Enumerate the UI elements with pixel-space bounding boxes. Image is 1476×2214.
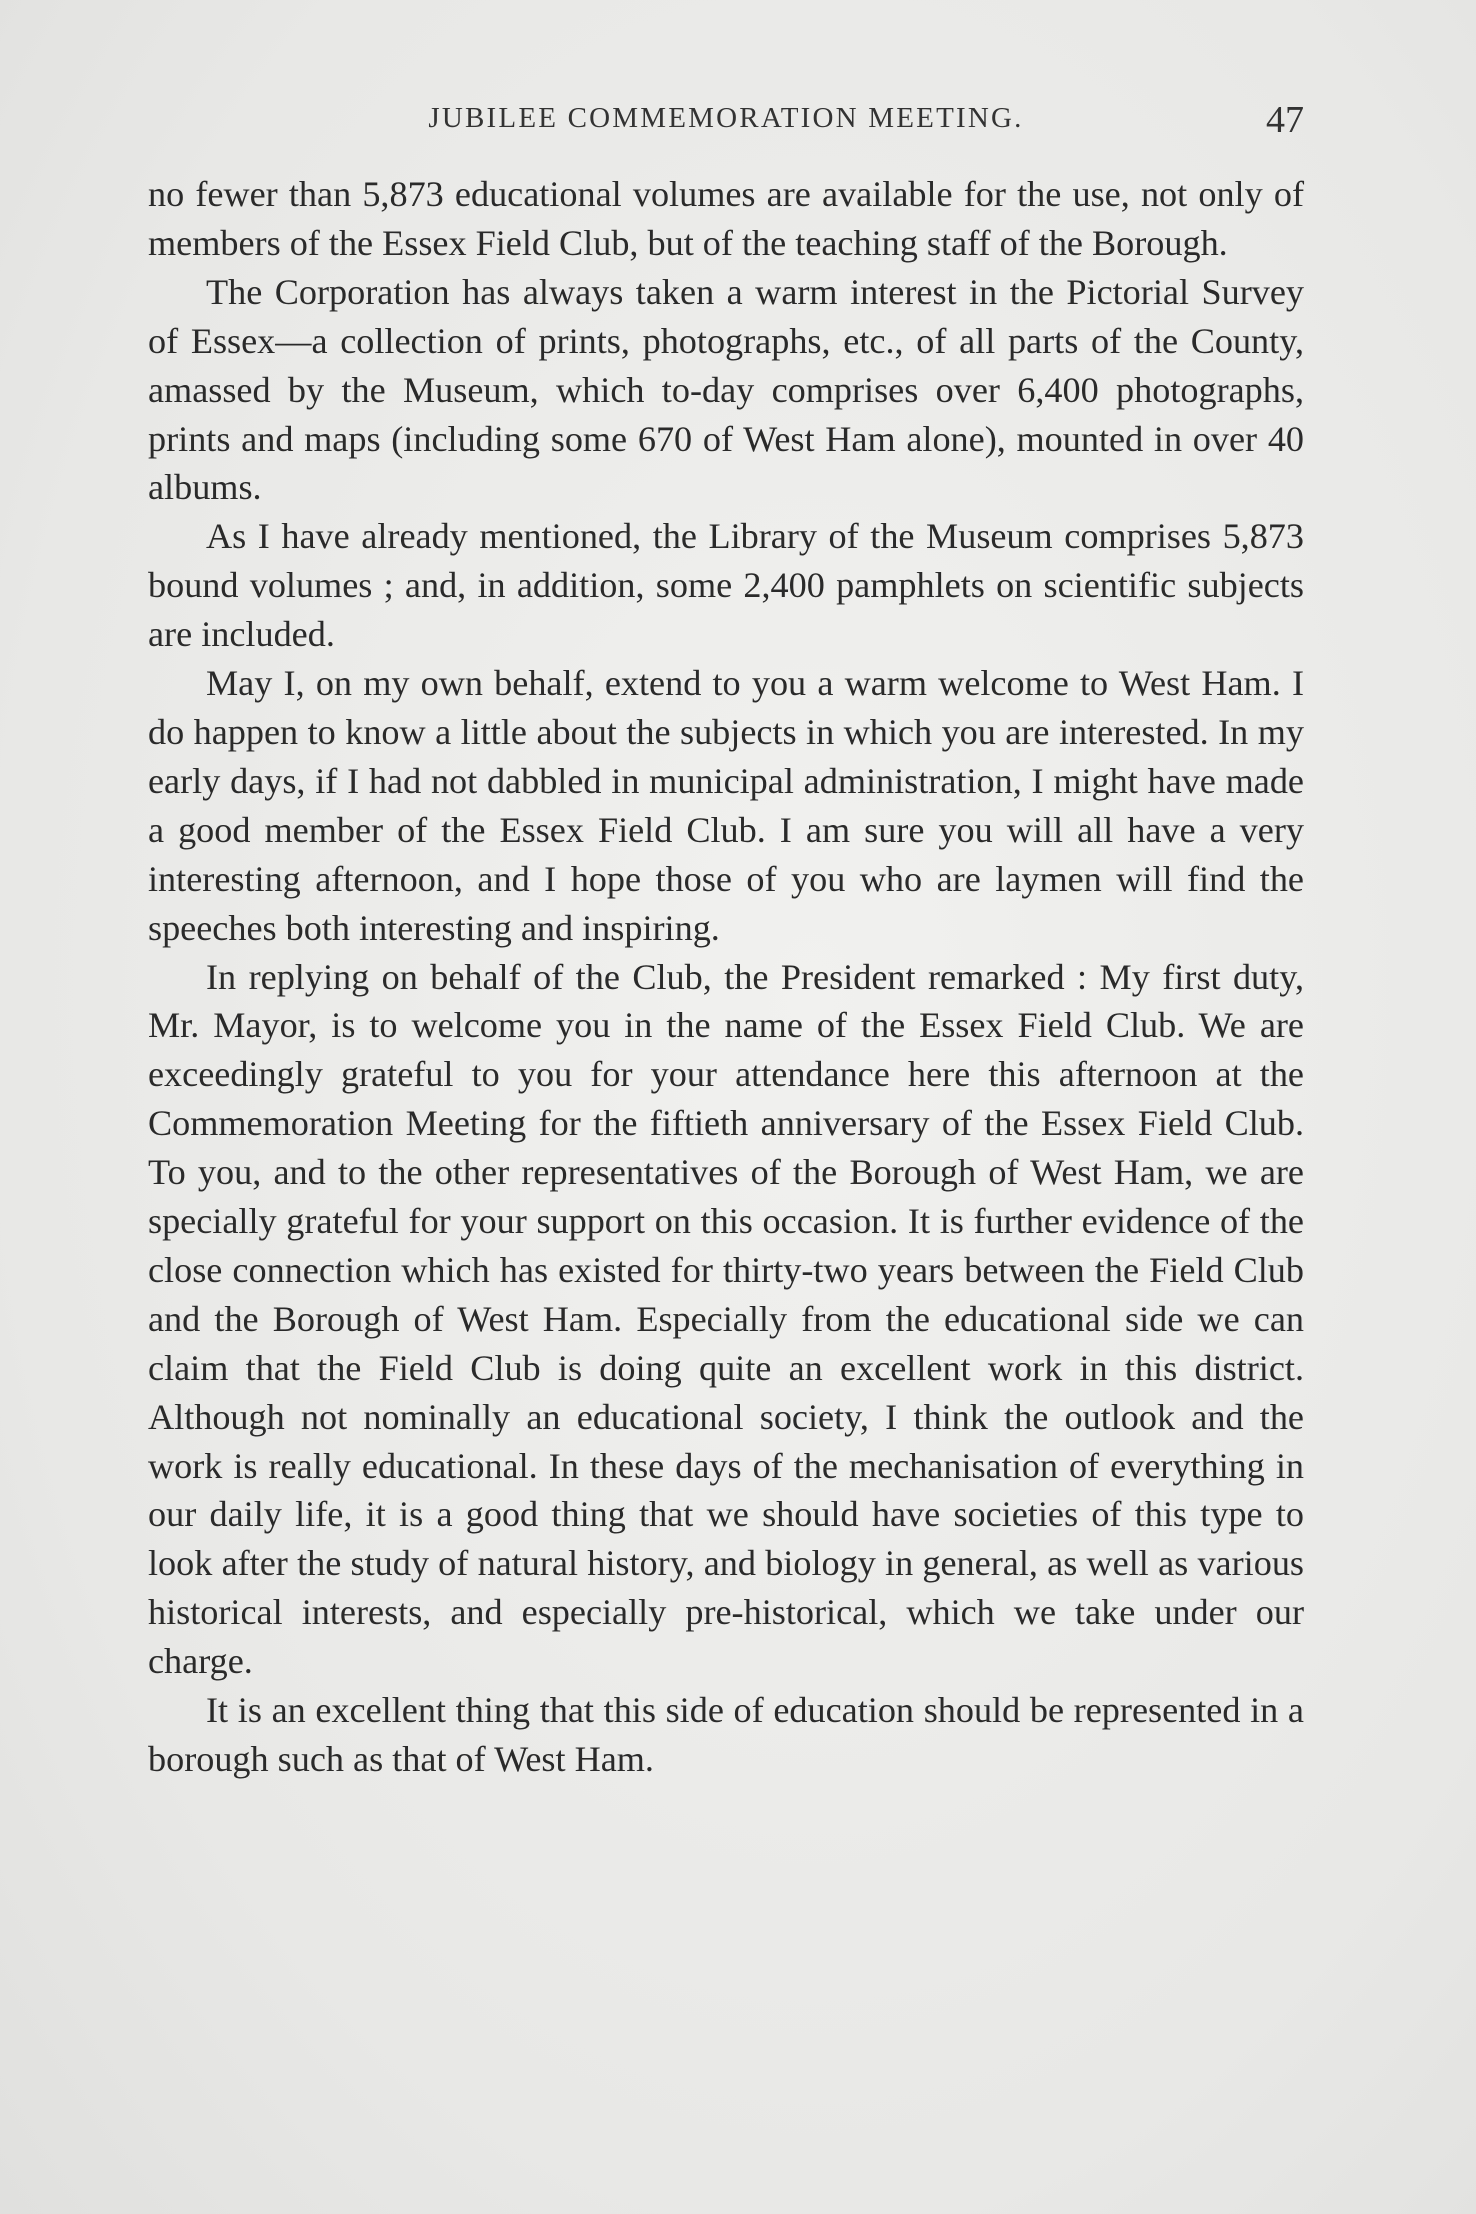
paragraph-mayor-welcome: May I, on my own behalf, extend to you a warm welcome to West Ham. I do happen to know a little about the subjects in which you are interested. In my early days, if I had not dabbled in municipal administration, I might have made a good member of the Essex Field Club. I am sure you will all have a very interesting afternoon, and I hope those of you who are laymen will find the speeches both interesting and inspiring.	[148, 663, 1304, 948]
running-title: JUBILEE COMMEMORATION MEETING.	[428, 102, 1024, 134]
paragraph-library: As I have already mentioned, the Library of the Museum comprises 5,873 bound volumes ; and, in addition, some 2,400 pamphlets on scientific subjects are included.	[148, 516, 1304, 655]
page-number: 47	[1266, 99, 1304, 141]
paragraph-president-reply: In replying on behalf of the Club, the President remarked : My first duty, Mr. Mayor, is to welcome you in the name of the Essex Field Club. We are exceedingly grateful to you for your attendance here this afternoon at the Commemoration Meeting for the fiftieth anniversary of the Essex Field Club. To you, and to the other representatives of the Borough of West Ham, we are specially grateful for your support on this occasion. It is further evidence of the close connection which has existed for thirty-two years between the Field Club and the Borough of West Ham. Especially from the educational side we can claim that the Field Club is doing quite an excellent work in this district. Although not nominally an educational society, I think the outlook and the work is really educational. In these days of the mechanisation of everything in our daily life, it is a good thing that we should have societies of this type to look after the study of natural history, and biology in general, as well as various historical interests, and especially pre-historical, which we take under our charge.	[148, 956, 1304, 1682]
paragraph-continued: no fewer than 5,873 educational volumes are available for the use, not only of members of the Essex Field Club, but of the teaching staff of the Borough.	[148, 174, 1304, 263]
running-head	[148, 98, 1304, 148]
body-text	[148, 170, 1304, 1784]
paragraph-pictorial-survey: The Corporation has always taken a warm interest in the Pictorial Survey of Essex—a collection of prints, photographs, etc., of all parts of the County, amassed by the Museum, which to-day comprises over 6,400 photographs, prints and maps (including some 670 of West Ham alone), mounted in over 40 albums.	[148, 271, 1304, 508]
paragraph-closing: It is an excellent thing that this side of education should be represented in a borough such as that of West Ham.	[148, 1690, 1304, 1779]
